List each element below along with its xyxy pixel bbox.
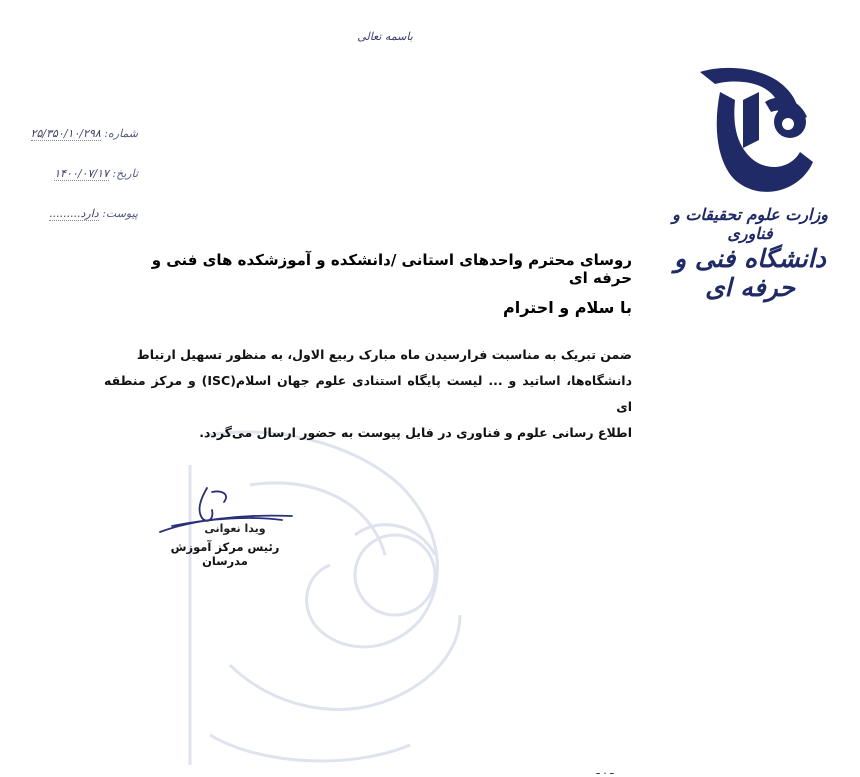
university-name: دانشگاه فنی و حرفه ای — [674, 244, 826, 302]
ministry-name: وزارت علوم تحقیقات و فناوری — [672, 205, 828, 243]
university-logo — [650, 62, 850, 302]
number-value: ۲۵/۳۵۰/۱۰/۲۹۸ — [30, 127, 101, 140]
footer-fragment: ـ . ـ — [596, 764, 614, 777]
letter-number — [20, 127, 138, 140]
signatory-title: رئیس مرکز آموزش مدرسان — [170, 540, 280, 568]
letter-date — [20, 167, 138, 180]
attachment-value: دارد......... — [49, 207, 99, 220]
body-line: اطلاع رسانی علوم و فناوری در فایل پیوست به حضور ارسال می‌گردد. — [199, 425, 632, 440]
attachment-label: پیوست: — [102, 207, 138, 220]
signatory-name: ویدا نعوانی — [204, 522, 266, 535]
watermark-logo-icon — [150, 405, 480, 775]
letter-recipient: روسای محترم واحدهای استانی /دانشکده و آموزشکده های فنی و حرفه ای — [151, 251, 632, 287]
body-line: دانشگاه‌ها، اساتید و ... لیست پایگاه استنادی علوم جهان اسلام(ISC) و مرکز منطقه ای — [104, 373, 632, 414]
letter-greeting: با سلام و احترام — [503, 298, 632, 317]
date-value: ۱۴۰۰/۰۷/۱۷ — [54, 167, 109, 180]
body-line: ضمن تبریک به مناسبت فرارسیدن ماه مبارک ربیع الاول، به منظور تسهیل ارتباط — [136, 347, 632, 362]
letter-attachment — [20, 207, 138, 220]
number-label: شماره: — [104, 127, 138, 140]
university-emblem-icon — [695, 62, 815, 197]
date-label: تاریخ: — [112, 167, 138, 180]
basmala: باسمه تعالی — [357, 30, 413, 43]
letter-body — [104, 342, 632, 446]
